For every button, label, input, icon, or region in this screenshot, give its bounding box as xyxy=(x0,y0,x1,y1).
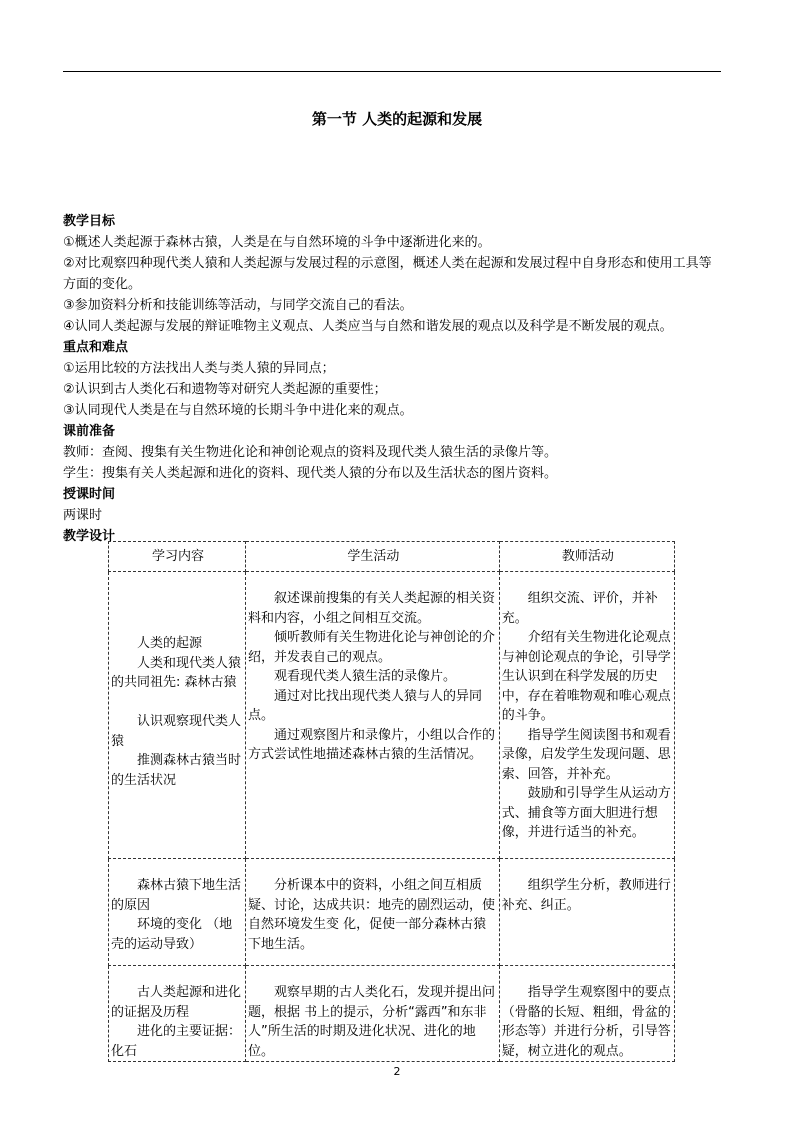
goal-item: ②对比观察四种现代类人猿和人类起源与发展过程的示意图，概述人类在起源和发展过程中自身形态和使用工具等方面的变化。 xyxy=(63,256,712,292)
section-heading-design: 教学设计 xyxy=(63,529,116,544)
header-rule xyxy=(63,71,721,72)
column-header: 教师活动 xyxy=(499,542,674,572)
student-cell: 分析课本中的资料，小组之间互相质疑、讨论，达成共识：地壳的剧烈运动，使自然环境发生变 化，促使一部分森林古猿下地生活。 xyxy=(245,859,499,966)
student-cell: 观察早期的古人类化石，发现并提出问题，根据 书上的提示，分析“露西”和东非人”所生活的时期及进化状况、进化的地位。 xyxy=(245,966,499,1062)
content-cell: 森林古猿下地生活的原因 环境的变化 （地壳的运动导致） xyxy=(109,859,246,966)
teacher-cell: 指导学生观察图中的要点（骨骼的长短、粗细，骨盆的 形态等）并进行分析，引导答疑，树立进化的观点。 xyxy=(499,966,674,1062)
table-header-row xyxy=(109,542,675,572)
table-row xyxy=(109,859,675,966)
section-heading-goals: 教学目标 xyxy=(63,214,116,229)
prep-item: 学生：搜集有关人类起源和进化的资料、现代类人猿的分布以及生活状态的图片资料。 xyxy=(63,466,558,481)
key-item: ②认识到古人类化石和遗物等对研究人类起源的重要性； xyxy=(63,382,387,397)
design-table xyxy=(108,541,675,1062)
content-cell: 古人类起源和进化的证据及历程 进化的主要证据：化石 xyxy=(109,966,246,1062)
content-cell: 人类的起源 人类和现代类人猿的共同祖先: 森林古猿 认识观察现代类人猿 推测森林古猿当时的生活状况 xyxy=(109,572,246,859)
section-heading-key: 重点和难点 xyxy=(63,340,129,355)
document-body xyxy=(63,211,723,547)
prep-item: 教师：查阅、搜集有关生物进化论和神创论观点的资料及现代类人猿生活的录像片等。 xyxy=(63,445,558,460)
page-number: 2 xyxy=(393,1065,401,1078)
goal-item: ①概述人类起源于森林古猿，人类是在与自然环境的斗争中逐渐进化来的。 xyxy=(63,235,491,250)
page-title: 第一节 人类的起源和发展 xyxy=(311,110,483,128)
teacher-cell: 组织学生分析，教师进行补充、纠正。 xyxy=(499,859,674,966)
time-text: 两课时 xyxy=(63,508,103,523)
key-item: ③认同现代人类是在与自然环境的长期斗争中进化来的观点。 xyxy=(63,403,413,418)
section-heading-prep: 课前准备 xyxy=(63,424,116,439)
goal-item: ③参加资料分析和技能训练等活动，与同学交流自己的看法。 xyxy=(63,298,413,313)
table-row xyxy=(109,966,675,1062)
section-heading-time: 授课时间 xyxy=(63,487,116,502)
goal-item: ④认同人类起源与发展的辩证唯物主义观点、人类应当与自然和谐发展的观点以及科学是不断发展的观点。 xyxy=(63,319,673,334)
key-item: ①运用比较的方法找出人类与类人猿的异同点； xyxy=(63,361,335,376)
student-cell: 叙述课前搜集的有关人类起源的相关资料和内容，小组之间相互交流。 倾听教师有关生物进化论与神创论的介绍，并发表自己的观点。 观看现代类人猿生活的录像片。 通过对比找出现代类人猿与人的异同点。 通过观察图片和录像片，小组以合作的方式尝试性地描述森林古猿的生活情况。 xyxy=(245,572,499,859)
column-header: 学生活动 xyxy=(245,542,499,572)
column-header: 学习内容 xyxy=(109,542,246,572)
table-row xyxy=(109,572,675,859)
teacher-cell: 组织交流、评价，并补充。 介绍有关生物进化论观点与神创论观点的争论，引导学生认识到在科学发展的历史中，存在着唯物观和唯心观点的斗争。 指导学生阅读图书和观看录像，启发学生发现问题、思索、回答，并补充。 鼓励和引导学生从运动方式、捕食等方面大胆进行想像，并进行适当的补充。 xyxy=(499,572,674,859)
